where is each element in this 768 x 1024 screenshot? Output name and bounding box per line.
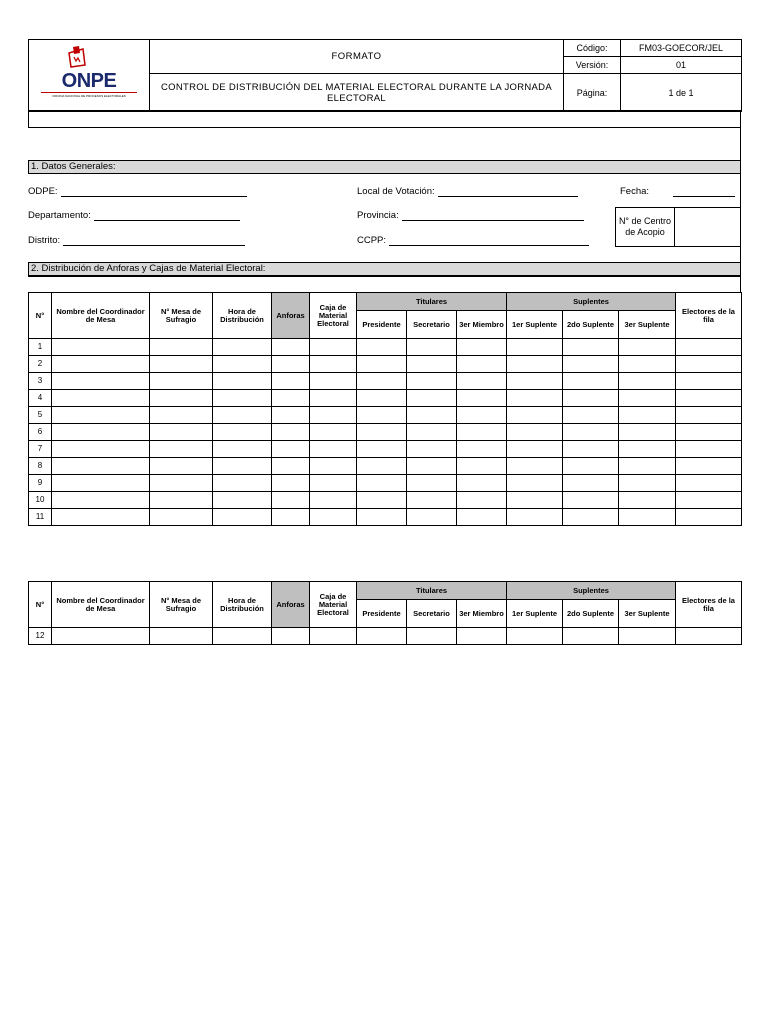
table-cell[interactable] [213,339,272,356]
table-cell[interactable] [52,407,150,424]
table-cell[interactable] [407,509,457,526]
table-row [29,356,742,373]
table-cell[interactable] [407,628,457,645]
table-cell[interactable] [272,356,310,373]
row-number: 5 [29,407,52,424]
logo-text: ONPE [61,69,117,92]
table-cell[interactable] [310,475,357,492]
odpe-label: ODPE: [28,186,58,197]
logo-cell [29,40,150,112]
table-row [29,424,742,441]
table-row [29,475,742,492]
local-votacion-field[interactable] [357,186,578,197]
col-electores-header: Electores de la fila [676,293,742,339]
table-cell[interactable] [272,628,310,645]
table-cell[interactable] [357,339,407,356]
col-tercer-suplente-header: 3er Suplente [619,311,676,339]
table-cell[interactable] [357,441,407,458]
table-cell[interactable] [150,373,213,390]
table-cell[interactable] [619,373,676,390]
table-cell[interactable] [619,628,676,645]
col-secretario-header: Secretario [407,600,457,628]
table-cell[interactable] [52,509,150,526]
row-number: 7 [29,441,52,458]
blank-row [28,110,741,128]
table-cell[interactable] [457,492,507,509]
table-cell[interactable] [272,373,310,390]
right-border [740,128,741,160]
table-cell[interactable] [213,356,272,373]
table-cell[interactable] [507,407,563,424]
table-cell[interactable] [676,441,742,458]
table-cell[interactable] [676,509,742,526]
right-border [740,276,741,293]
table-cell[interactable] [563,475,619,492]
col-mesa-header: N° Mesa de Sufragio [150,293,213,339]
table-cell[interactable] [563,407,619,424]
table-cell[interactable] [272,492,310,509]
distribution-table-2 [28,581,742,645]
table-cell[interactable] [676,390,742,407]
table-cell[interactable] [507,458,563,475]
table-cell[interactable] [150,407,213,424]
row-number: 4 [29,390,52,407]
row-number: 6 [29,424,52,441]
table-cell[interactable] [150,458,213,475]
table-cell[interactable] [507,356,563,373]
table-cell[interactable] [52,356,150,373]
table-cell[interactable] [676,407,742,424]
provincia-field[interactable] [357,210,584,221]
table-cell[interactable] [563,628,619,645]
table-cell[interactable] [357,475,407,492]
table-cell[interactable] [213,475,272,492]
table-cell[interactable] [619,492,676,509]
col-caja-header: Caja de Material Electoral [310,582,357,628]
table-cell[interactable] [213,390,272,407]
table-cell[interactable] [310,339,357,356]
fecha-field[interactable] [620,186,735,197]
table-cell[interactable] [213,424,272,441]
table-cell[interactable] [52,458,150,475]
table-cell[interactable] [507,509,563,526]
row-number: 9 [29,475,52,492]
table-row [29,509,742,526]
table-cell[interactable] [272,509,310,526]
table-cell[interactable] [563,509,619,526]
centro-acopio-label: N° de Centro de Acopio [615,207,675,247]
table-cell[interactable] [357,492,407,509]
col-hora-header: Hora de Distribución [213,582,272,628]
table-cell[interactable] [52,373,150,390]
table-cell[interactable] [457,458,507,475]
table-cell[interactable] [272,441,310,458]
table-cell[interactable] [676,492,742,509]
table-row [29,458,742,475]
table-row [29,373,742,390]
table-cell[interactable] [213,628,272,645]
logo-subtext: OFICINA NACIONAL DE PROCESOS ELECTORALES [41,92,137,98]
form-title: CONTROL DE DISTRIBUCIÓN DEL MATERIAL ELECTORAL DURANTE LA JORNADA ELECTORAL [150,74,564,112]
table-cell[interactable] [507,628,563,645]
table-cell[interactable] [310,356,357,373]
col-mesa-header: N° Mesa de Sufragio [150,582,213,628]
col-electores-header: Electores de la fila [676,582,742,628]
col-nombre-header: Nombre del Coordinador de Mesa [52,293,150,339]
table-cell[interactable] [563,424,619,441]
titulares-header: Titulares [357,582,507,600]
table-cell[interactable] [507,424,563,441]
section-2-title: 2. Distribución de Anforas y Cajas de Material Electoral: [28,262,741,276]
table-cell[interactable] [310,628,357,645]
table-cell[interactable] [619,458,676,475]
table-cell[interactable] [407,356,457,373]
col-nombre-header: Nombre del Coordinador de Mesa [52,582,150,628]
row-number: 2 [29,356,52,373]
table-cell[interactable] [272,407,310,424]
table-cell[interactable] [619,441,676,458]
table-cell[interactable] [563,458,619,475]
table-cell[interactable] [150,339,213,356]
table-cell[interactable] [357,509,407,526]
pagina-label: Página: [564,74,621,112]
table-cell[interactable] [457,475,507,492]
table-cell[interactable] [619,475,676,492]
table-cell[interactable] [272,424,310,441]
table-row [29,441,742,458]
table-cell[interactable] [457,356,507,373]
table-cell[interactable] [676,373,742,390]
provincia-label: Provincia: [357,210,399,221]
table-cell[interactable] [407,424,457,441]
table-cell[interactable] [619,390,676,407]
table-cell[interactable] [310,509,357,526]
table-cell[interactable] [357,390,407,407]
table-cell[interactable] [619,424,676,441]
col-presidente-header: Presidente [357,311,407,339]
suplentes-header: Suplentes [507,293,676,311]
table-cell[interactable] [676,356,742,373]
col-segundo-suplente-header: 2do Suplente [563,311,619,339]
table-cell[interactable] [619,509,676,526]
table-cell[interactable] [457,390,507,407]
table-cell[interactable] [407,458,457,475]
table-cell[interactable] [213,407,272,424]
col-hora-header: Hora de Distribución [213,293,272,339]
table-cell[interactable] [357,424,407,441]
col-num-header: N° [29,293,52,339]
table-cell[interactable] [150,628,213,645]
table-cell[interactable] [619,407,676,424]
table-cell[interactable] [150,424,213,441]
table-cell[interactable] [563,441,619,458]
row-number: 12 [29,628,52,645]
col-primer-suplente-header: 1er Suplente [507,600,563,628]
local-votacion-label: Local de Votación: [357,186,435,197]
row-number: 11 [29,509,52,526]
table-cell[interactable] [407,373,457,390]
table-cell[interactable] [676,458,742,475]
table-row [29,407,742,424]
table-cell[interactable] [676,424,742,441]
ccpp-field[interactable] [357,235,589,246]
table-cell[interactable] [357,628,407,645]
table-cell[interactable] [213,441,272,458]
version-label: Versión: [564,57,621,74]
table-cell[interactable] [310,390,357,407]
table-cell[interactable] [310,424,357,441]
ccpp-label: CCPP: [357,235,387,246]
table-cell[interactable] [310,458,357,475]
table-cell[interactable] [676,628,742,645]
distribution-table-1 [28,292,742,526]
table-cell[interactable] [272,390,310,407]
table-cell[interactable] [357,407,407,424]
table-cell[interactable] [52,441,150,458]
table-cell[interactable] [457,339,507,356]
row-number: 3 [29,373,52,390]
table-cell[interactable] [676,339,742,356]
table-cell[interactable] [457,407,507,424]
table-cell[interactable] [310,441,357,458]
table-cell[interactable] [407,475,457,492]
col-presidente-header: Presidente [357,600,407,628]
table-cell[interactable] [52,424,150,441]
row-number: 1 [29,339,52,356]
col-caja-header: Caja de Material Electoral [310,293,357,339]
table-cell[interactable] [52,390,150,407]
col-segundo-suplente-header: 2do Suplente [563,600,619,628]
table-cell[interactable] [52,628,150,645]
table-cell[interactable] [457,373,507,390]
col-num-header: N° [29,582,52,628]
table-cell[interactable] [150,441,213,458]
version-value: 01 [621,57,742,74]
titulares-header: Titulares [357,293,507,311]
form-header [28,39,742,112]
row-number: 8 [29,458,52,475]
table-cell[interactable] [150,390,213,407]
table-cell[interactable] [272,475,310,492]
departamento-label: Departamento: [28,210,91,221]
table-cell[interactable] [150,475,213,492]
table-cell[interactable] [407,339,457,356]
table-cell[interactable] [457,441,507,458]
departamento-field[interactable] [28,210,240,221]
table-cell[interactable] [52,492,150,509]
table-cell[interactable] [563,373,619,390]
table-cell[interactable] [563,356,619,373]
table-cell[interactable] [310,407,357,424]
centro-acopio-input[interactable] [674,207,741,247]
section-1-title: 1. Datos Generales: [28,160,741,174]
col-tercer-miembro-header: 3er Miembro [457,311,507,339]
table-cell[interactable] [563,339,619,356]
col-tercer-suplente-header: 3er Suplente [619,600,676,628]
table-cell[interactable] [213,458,272,475]
table-cell[interactable] [457,424,507,441]
table-cell[interactable] [507,339,563,356]
table-cell[interactable] [150,509,213,526]
col-anforas-header: Anforas [272,293,310,339]
table-cell[interactable] [272,339,310,356]
table-cell[interactable] [150,356,213,373]
onpe-logo-icon [63,45,93,71]
table-cell[interactable] [407,441,457,458]
table-cell[interactable] [619,356,676,373]
table-cell[interactable] [213,373,272,390]
table-cell[interactable] [150,492,213,509]
table-cell[interactable] [676,475,742,492]
col-secretario-header: Secretario [407,311,457,339]
table-row [29,628,742,645]
table-cell[interactable] [457,628,507,645]
table-cell[interactable] [213,509,272,526]
table-cell[interactable] [507,492,563,509]
table-cell[interactable] [310,373,357,390]
table-cell[interactable] [563,390,619,407]
table-cell[interactable] [619,339,676,356]
table-cell[interactable] [507,475,563,492]
distrito-label: Distrito: [28,235,61,246]
row-number: 10 [29,492,52,509]
table-cell[interactable] [563,492,619,509]
table-cell[interactable] [272,458,310,475]
distrito-field[interactable] [28,235,245,246]
table-cell[interactable] [357,373,407,390]
table-cell[interactable] [407,407,457,424]
col-primer-suplente-header: 1er Suplente [507,311,563,339]
table-cell[interactable] [407,390,457,407]
odpe-field[interactable] [28,186,247,197]
table-row [29,492,742,509]
table-cell[interactable] [507,373,563,390]
table-cell[interactable] [310,492,357,509]
col-anforas-header: Anforas [272,582,310,628]
table-cell[interactable] [407,492,457,509]
codigo-label: Código: [564,40,621,57]
table-cell[interactable] [52,339,150,356]
col-tercer-miembro-header: 3er Miembro [457,600,507,628]
table-cell[interactable] [507,441,563,458]
pagina-value: 1 de 1 [621,74,742,112]
table-cell[interactable] [357,458,407,475]
table-row [29,339,742,356]
table-cell[interactable] [52,475,150,492]
table-cell[interactable] [507,390,563,407]
divider [28,276,741,277]
table-cell[interactable] [457,509,507,526]
table-cell[interactable] [213,492,272,509]
formato-label: FORMATO [150,40,564,74]
suplentes-header: Suplentes [507,582,676,600]
fecha-label: Fecha: [620,186,650,197]
codigo-value: FM03-GOECOR/JEL [621,40,742,57]
table-row [29,390,742,407]
table-cell[interactable] [357,356,407,373]
